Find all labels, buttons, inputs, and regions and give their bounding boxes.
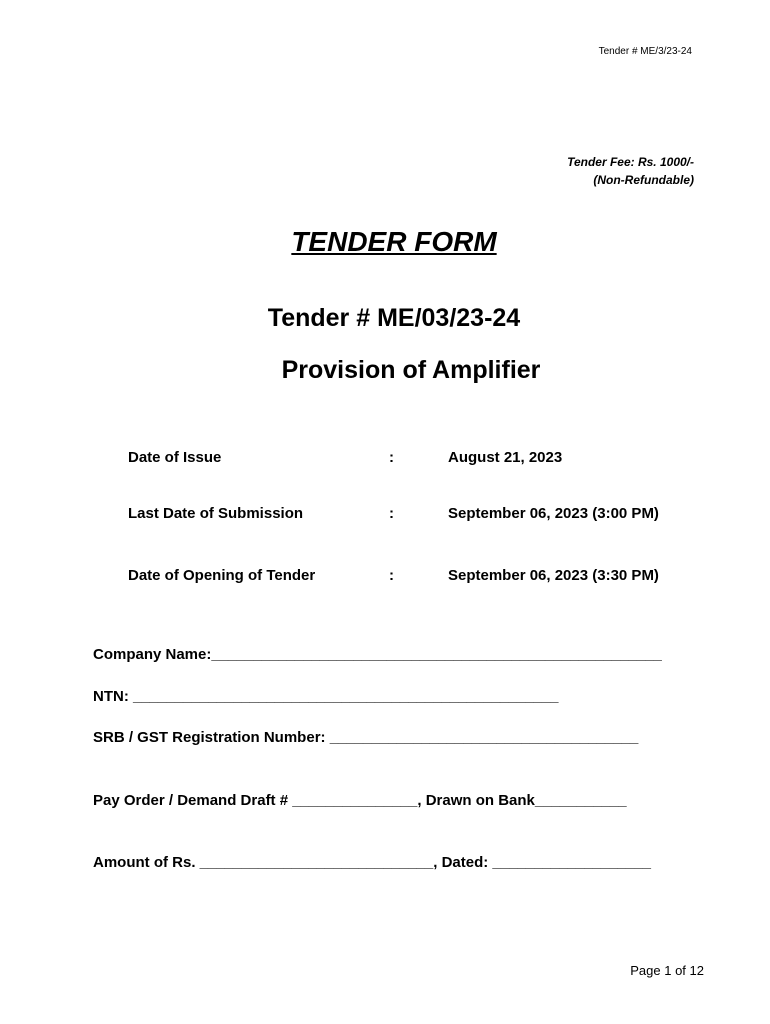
tender-number: Tender # ME/03/23-24 (267, 304, 521, 332)
schedule-separator: : (389, 449, 394, 466)
srb-gst-registration-field[interactable]: SRB / GST Registration Number: _____________________________________ (93, 729, 639, 746)
schedule-value-issue: August 21, 2023 (448, 449, 563, 466)
schedule-label-submission: Last Date of Submission (128, 505, 304, 522)
amount-field[interactable]: Amount of Rs. ____________________________, Dated: ___________________ (93, 854, 651, 871)
page-number: Page 1 of 12 (630, 963, 704, 978)
schedule-separator: : (389, 567, 394, 584)
pay-order-field[interactable]: Pay Order / Demand Draft # _______________, Drawn on Bank___________ (93, 792, 627, 809)
schedule-separator: : (389, 505, 394, 522)
schedule-label-opening: Date of Opening of Tender (128, 567, 316, 584)
schedule-value-opening: September 06, 2023 (3:30 PM) (448, 567, 659, 584)
document-title: TENDER FORM (291, 226, 497, 257)
tender-fee-note: (Non-Refundable) (593, 173, 694, 187)
ntn-field[interactable]: NTN: ___________________________________________________ (93, 688, 559, 705)
header-reference: Tender # ME/3/23-24 (598, 46, 692, 57)
tender-fee: Tender Fee: Rs. 1000/- (567, 155, 694, 169)
tender-subject: Provision of Amplifier (281, 356, 541, 384)
schedule-value-submission: September 06, 2023 (3:00 PM) (448, 505, 659, 522)
schedule-label-issue: Date of Issue (128, 449, 222, 466)
company-name-field[interactable]: Company Name:______________________________________________________ (93, 646, 662, 663)
